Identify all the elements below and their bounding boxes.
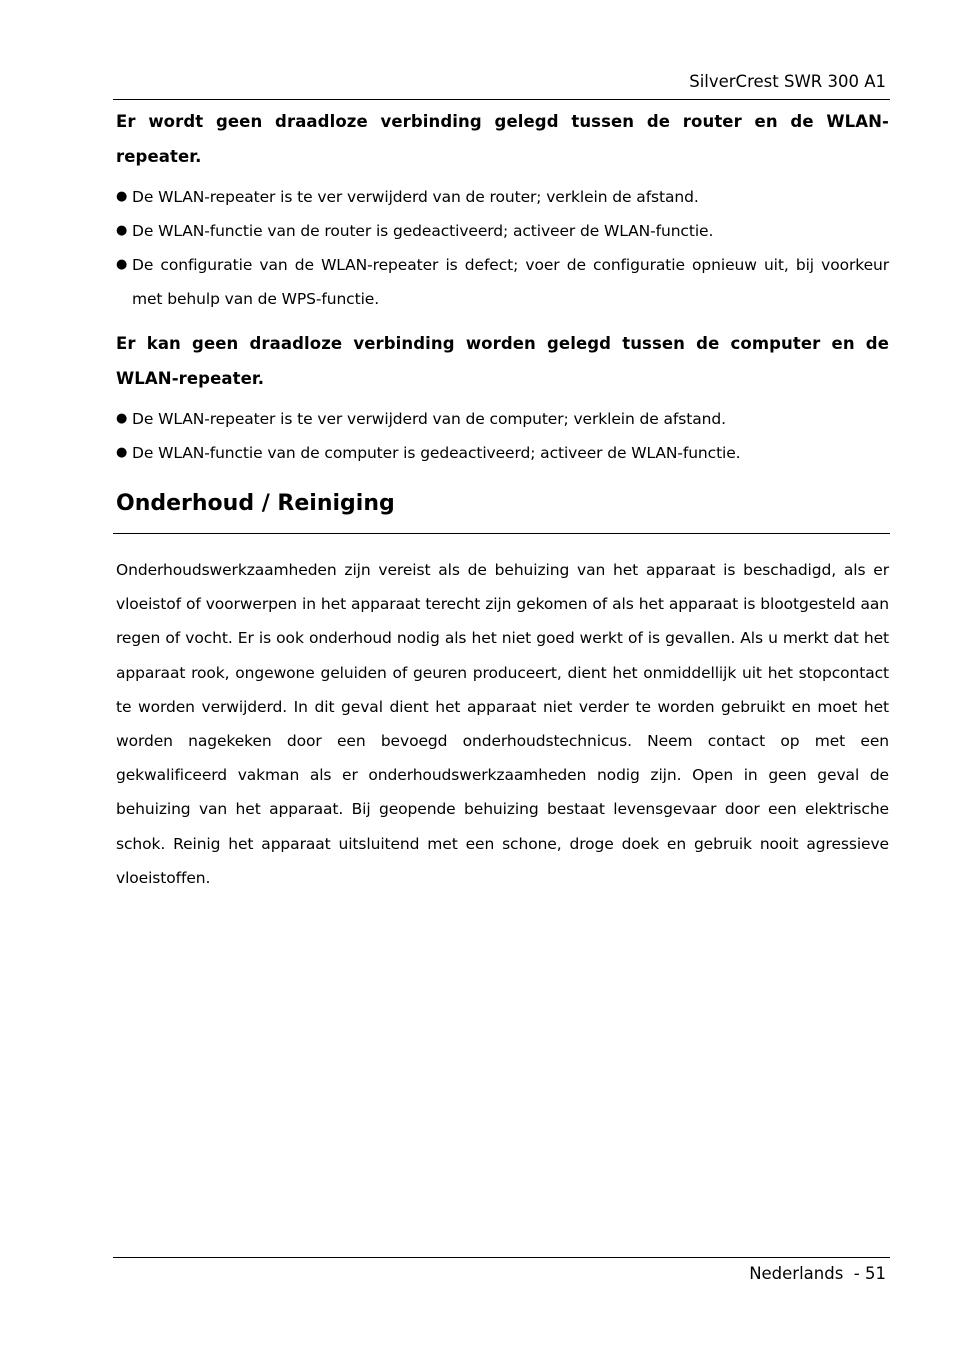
troubleshoot-heading: Er wordt geen draadloze verbinding gelegd tussen de router en de WLAN-repeater. xyxy=(116,112,889,166)
bullet-icon: ● xyxy=(116,223,128,238)
troubleshoot-list xyxy=(116,402,889,470)
list-item: ● De WLAN-functie van de computer is gedeactiveerd; activeer de WLAN-functie. xyxy=(116,436,889,470)
list-item: ● De WLAN-repeater is te ver verwijderd van de computer; verklein de afstand. xyxy=(116,402,889,436)
troubleshoot-block-2 xyxy=(116,326,889,470)
list-item: ● De WLAN-functie van de router is gedeactiveerd; activeer de WLAN-functie. xyxy=(116,214,889,248)
footer-rule xyxy=(113,1257,890,1258)
troubleshoot-block-1 xyxy=(116,104,889,316)
page-number: Nederlands - 51 xyxy=(749,1264,886,1283)
header-rule xyxy=(113,99,890,100)
troubleshoot-list xyxy=(116,180,889,316)
bullet-icon: ● xyxy=(116,189,128,204)
bullet-icon: ● xyxy=(116,445,128,460)
header-title: SilverCrest SWR 300 A1 xyxy=(689,72,886,91)
maintenance-paragraph: Onderhoudswerkzaamheden zijn vereist als de behuizing van het apparaat is beschadigd, als er vloeistof of voorwerpen in het apparaat terecht zijn gekomen of als het apparaat is blootgesteld aan regen of vocht. Er is ook onderhoud nodig als het niet goed werkt of is gevallen. Als u merkt dat het apparaat rook, ongewone geluiden of geuren produceert, dient het onmiddellijk uit het stopcontact te worden verwijderd. In dit geval dient het apparaat niet verder te worden gebruikt en moet het worden nagekeken door een bevoegd onderhoudstechnicus. Neem contact op met een gekwalificeerd vakman als er onderhoudswerkzaamheden nodig zijn. Open in geen geval de behuizing van het apparaat. Bij geopende behuizing bestaat levensgevaar door een elektrische schok. Reinig het apparaat uitsluitend met een schone, droge doek en gebruik nooit agressieve vloeistoffen. xyxy=(116,561,889,887)
bullet-icon: ● xyxy=(116,257,128,272)
list-item: ● De configuratie van de WLAN-repeater is defect; voer de configuratie opnieuw uit, bij voorkeur met behulp van de WPS-functie. xyxy=(116,248,889,316)
bullet-icon: ● xyxy=(116,411,128,426)
list-item: ● De WLAN-repeater is te ver verwijderd van de router; verklein de afstand. xyxy=(116,180,889,214)
troubleshoot-heading: Er kan geen draadloze verbinding worden gelegd tussen de computer en de WLAN-repeater. xyxy=(116,334,889,388)
section-title: Onderhoud / Reiniging xyxy=(116,491,395,516)
section-rule xyxy=(113,533,890,534)
